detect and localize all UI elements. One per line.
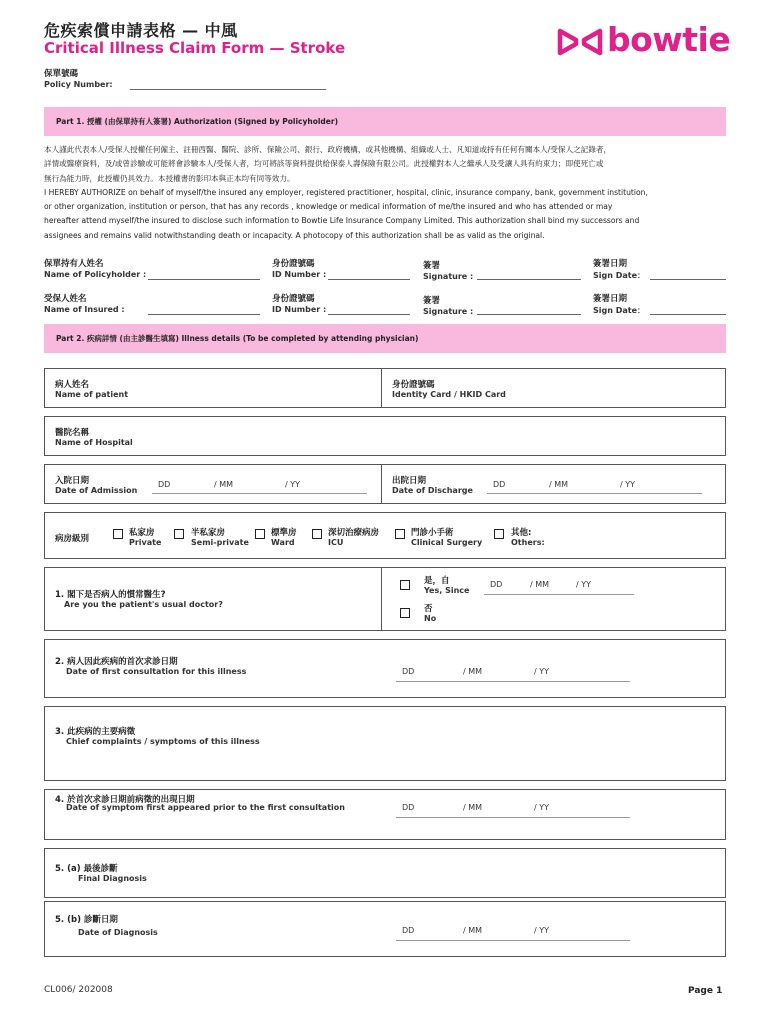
first-consultation-date-field[interactable] <box>396 681 630 682</box>
ward-others-label-en: Others: <box>511 538 545 547</box>
first-consultation-dd: DD <box>402 667 415 676</box>
ward-icu-label-en: ICU <box>328 538 344 547</box>
admission-date-label-en: Date of Admission <box>55 486 138 495</box>
question-2-en: Date of first consultation for this illness <box>66 667 247 676</box>
no-label-zh: 否 <box>424 604 433 614</box>
ward-icu-checkbox[interactable] <box>312 529 322 539</box>
usual-doctor-yy: / YY <box>576 580 592 589</box>
divider <box>381 368 382 408</box>
discharge-mm: / MM <box>549 480 569 489</box>
yes-since-label-zh: 是，自 <box>424 576 450 586</box>
question-5a-box[interactable] <box>44 848 726 898</box>
part1-heading-bar <box>44 107 726 136</box>
authorization-text <box>44 143 726 243</box>
admission-yy: / YY <box>285 480 301 489</box>
clinical-surgery-label-en: Clinical Surgery <box>411 538 483 547</box>
discharge-dd: DD <box>493 480 506 489</box>
brand-wordmark: bowtie <box>607 20 731 59</box>
yes-since-label-en: Yes, Since <box>424 586 470 595</box>
admission-date-field[interactable] <box>152 493 367 494</box>
policy-number-field[interactable] <box>130 89 326 90</box>
policyholder-id-label-zh: 身份證號碼 <box>272 259 315 269</box>
insured-id-label-en: ID Number : <box>272 305 327 314</box>
symptom-onset-date-field[interactable] <box>396 817 630 818</box>
policyholder-signature-label-zh: 簽署 <box>423 261 441 271</box>
patient-name-label-en: Name of patient <box>55 390 129 399</box>
usual-doctor-dd: DD <box>490 580 503 589</box>
insured-signature-label-zh: 簽署 <box>423 296 441 306</box>
insured-sign-date-field[interactable] <box>650 314 726 315</box>
policyholder-sign-date-label-en: Sign Date： <box>593 271 645 280</box>
divider <box>381 464 382 504</box>
ward-semi-private-checkbox[interactable] <box>174 529 184 539</box>
policyholder-sign-date-field[interactable] <box>650 279 726 280</box>
diagnosis-date-field[interactable] <box>396 940 630 941</box>
usual-doctor-no-checkbox[interactable] <box>400 608 410 618</box>
insured-name-label-en: Name of Insured : <box>44 305 125 314</box>
ward-others-checkbox[interactable] <box>494 529 504 539</box>
symptom-onset-yy: / YY <box>534 803 550 812</box>
insured-name-field[interactable] <box>148 314 260 315</box>
insured-id-field[interactable] <box>328 314 410 315</box>
hospital-name-label-en: Name of Hospital <box>55 438 133 447</box>
clinical-surgery-label-zh: 門診小手術 <box>411 528 454 538</box>
admission-dd: DD <box>158 480 171 489</box>
identity-card-label-en: Identity Card / HKID Card <box>392 390 506 399</box>
bowtie-logo <box>557 20 737 60</box>
policyholder-name-field[interactable] <box>148 279 260 280</box>
ward-icu-label-zh: 深切治療病房 <box>328 528 380 538</box>
clinical-surgery-checkbox[interactable] <box>395 529 405 539</box>
question-5b-zh: 5. (b) 診斷日期 <box>55 915 118 925</box>
first-consultation-mm: / MM <box>463 667 483 676</box>
question-5a-zh: 5. (a) 最後診斷 <box>55 864 118 874</box>
patient-info-box <box>44 368 726 408</box>
page-number: Page 1 <box>688 986 723 996</box>
ward-private-label-en: Private <box>129 538 162 547</box>
ward-semi-private-label-en: Semi-private <box>191 538 249 547</box>
symptom-onset-dd: DD <box>402 803 415 812</box>
part2-heading: Part 2. 疾病詳情 (由主診醫生填寫) Illness details (To be completed by attending physician) <box>56 334 419 343</box>
part2-heading-bar <box>44 324 726 353</box>
ward-semi-private-label-zh: 半私家房 <box>191 528 226 538</box>
insured-signature-field[interactable] <box>477 314 581 315</box>
diagnosis-dd: DD <box>402 926 415 935</box>
authorization-en-line: or other organization, institution or person, that has any records , knowledge or medical information of me/the insured and who has attended or may <box>44 202 613 212</box>
admission-date-label-zh: 入院日期 <box>55 476 90 486</box>
divider <box>381 567 382 631</box>
bowtie-icon <box>557 28 603 56</box>
question-1-zh: 1. 閣下是否病人的慣常醫生? <box>55 590 166 600</box>
ward-class-label: 病房級別 <box>55 534 90 544</box>
policy-number-label-zh: 保單號碼 <box>44 69 79 79</box>
policy-number-label-en: Policy Number: <box>44 80 113 89</box>
discharge-yy: / YY <box>620 480 636 489</box>
question-4-zh: 4. 於首次求診日期前病徵的出現日期 <box>55 795 195 805</box>
patient-name-label-zh: 病人姓名 <box>55 380 90 390</box>
question-3-en: Chief complaints / symptoms of this illness <box>66 737 260 746</box>
authorization-zh-line: 本人謹此代表本人/受保人授權任何僱主、註冊西醫、醫院、診所、保險公司、銀行、政府機構、或其他機構、組織或人士、凡知道或持有任何有關本人/受保人之記錄者， <box>44 145 612 154</box>
part1-heading: Part 1. 授權 (由保單持有人簽署) Authorization (Signed by Policyholder) <box>56 117 338 126</box>
question-2-zh: 2. 病人因此疾病的首次求診日期 <box>55 657 178 667</box>
authorization-zh-line: 詳情或醫療資料，及/或曾診驗或可能將會診驗本人/受保人者，均可將該等資料提供給保泰人壽保險有限公司。此授權對本人之繼承人及受讓人具有約束力；即使死亡或 <box>44 159 604 169</box>
authorization-zh-line: 無行為能力時，此授權仍具效力。本授權書的影印本與正本均有同等效力。 <box>44 173 295 183</box>
usual-doctor-mm: / MM <box>530 580 550 589</box>
policyholder-signature-field[interactable] <box>477 279 581 280</box>
insured-id-label-zh: 身份證號碼 <box>272 294 315 304</box>
no-label-en: No <box>424 614 437 623</box>
authorization-en-line: I HEREBY AUTHORIZE on behalf of myself/the insured any employer, registered practitioner, hospital, clinic, insurance company, bank, government institution, <box>44 187 648 197</box>
policyholder-sign-date-label-zh: 簽署日期 <box>593 259 628 269</box>
question-3-zh: 3. 此疾病的主要病徵 <box>55 727 136 737</box>
policyholder-id-label-en: ID Number : <box>272 270 327 279</box>
form-title-en: Critical Illness Claim Form — Stroke <box>44 39 346 57</box>
insured-sign-date-label-en: Sign Date： <box>593 306 645 315</box>
form-title-zh: 危疾索償申請表格 — 中風 <box>44 21 238 40</box>
hospital-box[interactable] <box>44 416 726 456</box>
diagnosis-yy: / YY <box>534 926 550 935</box>
ward-standard-label-zh: 標準房 <box>271 528 297 538</box>
diagnosis-mm: / MM <box>463 926 483 935</box>
identity-card-label-zh: 身份證號碼 <box>392 380 435 390</box>
first-consultation-yy: / YY <box>534 667 550 676</box>
admission-mm: / MM <box>214 480 234 489</box>
question-4-en: Date of symptom first appeared prior to the first consultation <box>66 803 345 812</box>
ward-private-checkbox[interactable] <box>113 529 123 539</box>
policyholder-name-label-zh: 保單持有人姓名 <box>44 259 104 269</box>
symptom-onset-mm: / MM <box>463 803 483 812</box>
question-5a-en: Final Diagnosis <box>78 874 147 883</box>
authorization-en-line: assignees and remains valid notwithstanding death or incapacity. A photocopy of this authorization shall be as valid as the original. <box>44 230 545 240</box>
question-5b-en: Date of Diagnosis <box>78 928 158 937</box>
usual-doctor-yes-checkbox[interactable] <box>400 580 410 590</box>
form-code: CL006/ 202008 <box>44 985 113 995</box>
hospital-name-label-zh: 醫院名稱 <box>55 428 90 438</box>
policyholder-signature-label-en: Signature : <box>423 272 474 281</box>
authorization-en-line: hereafter attend myself/the insured to disclose such information to Bowtie Life Insurance Company Limited. This authorization shall bind my successors and <box>44 216 640 226</box>
ward-others-label-zh: 其他: <box>511 528 532 538</box>
insured-signature-label-en: Signature : <box>423 307 474 316</box>
question-1-en: Are you the patient's usual doctor? <box>64 600 223 609</box>
insured-name-label-zh: 受保人姓名 <box>44 294 87 304</box>
usual-doctor-since-field[interactable] <box>484 594 634 595</box>
discharge-date-label-en: Date of Discharge <box>392 486 473 495</box>
discharge-date-label-zh: 出院日期 <box>392 476 427 486</box>
ward-standard-checkbox[interactable] <box>255 529 265 539</box>
ward-standard-label-en: Ward <box>271 538 295 547</box>
policyholder-id-field[interactable] <box>328 279 410 280</box>
policyholder-name-label-en: Name of Policyholder : <box>44 270 147 279</box>
ward-private-label-zh: 私家房 <box>129 528 155 538</box>
discharge-date-field[interactable] <box>487 493 702 494</box>
insured-sign-date-label-zh: 簽署日期 <box>593 294 628 304</box>
